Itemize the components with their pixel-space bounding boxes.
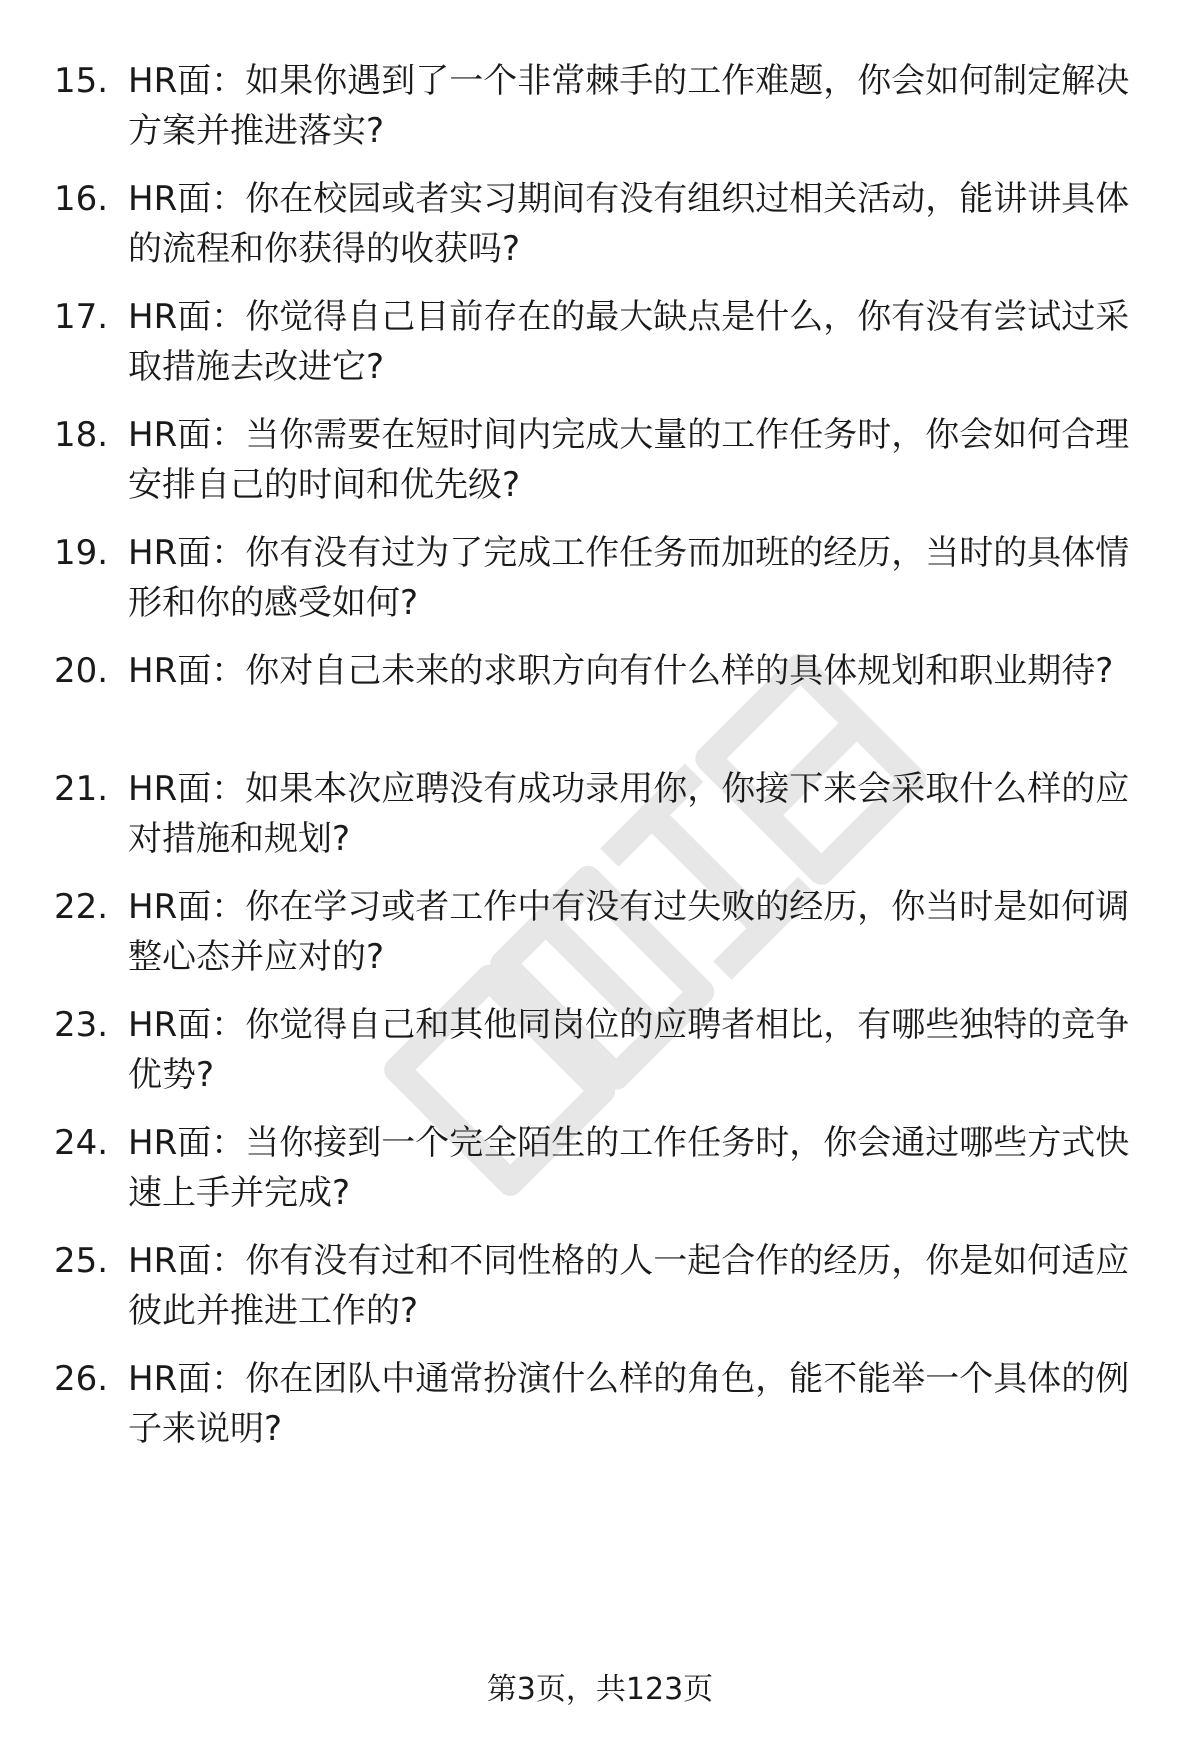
- item-number: 16.: [54, 179, 109, 219]
- item-text: HR面：如果本次应聘没有成功录用你，你接下来会采取什么样的应对措施和规划?: [128, 769, 1130, 859]
- item-number: 26.: [54, 1359, 109, 1399]
- list-item: [0, 1236, 1200, 1346]
- item-text: HR面：你觉得自己目前存在的最大缺点是什么，你有没有尝试过采取措施去改进它?: [128, 297, 1130, 387]
- item-number: 21.: [54, 769, 109, 809]
- item-text: HR面：你在学习或者工作中有没有过失败的经历，你当时是如何调整心态并应对的?: [128, 887, 1130, 977]
- list-item: [0, 1118, 1200, 1228]
- list-item: [0, 56, 1200, 166]
- list-item: [0, 1354, 1200, 1464]
- item-number: 23.: [54, 1005, 109, 1045]
- item-number: 25.: [54, 1241, 109, 1281]
- item-text: HR面：你觉得自己和其他同岗位的应聘者相比，有哪些独特的竞争优势?: [128, 1005, 1130, 1095]
- list-item: [0, 882, 1200, 992]
- item-number: 17.: [54, 297, 109, 337]
- list-item: [0, 174, 1200, 284]
- list-item: [0, 410, 1200, 520]
- item-text: HR面：如果你遇到了一个非常棘手的工作难题，你会如何制定解决方案并推进落实?: [128, 61, 1130, 151]
- item-text: HR面：你在团队中通常扮演什么样的角色，能不能举一个具体的例子来说明?: [128, 1359, 1130, 1449]
- item-number: 15.: [54, 61, 109, 101]
- item-text: HR面：你有没有过和不同性格的人一起合作的经历，你是如何适应彼此并推进工作的?: [128, 1241, 1130, 1331]
- item-text: HR面：当你接到一个完全陌生的工作任务时，你会通过哪些方式快速上手并完成?: [128, 1123, 1130, 1213]
- item-number: 22.: [54, 887, 109, 927]
- item-number: 19.: [54, 533, 109, 573]
- item-number: 20.: [54, 651, 109, 691]
- list-item: [0, 292, 1200, 402]
- list-item: [0, 1000, 1200, 1110]
- item-number: 18.: [54, 415, 109, 455]
- item-text: HR面：你对自己未来的求职方向有什么样的具体规划和职业期待?: [128, 651, 1114, 691]
- item-text: HR面：你在校园或者实习期间有没有组织过相关活动，能讲讲具体的流程和你获得的收获吗?: [128, 179, 1130, 269]
- list-item: [0, 528, 1200, 638]
- item-text: HR面：你有没有过为了完成工作任务而加班的经历，当时的具体情形和你的感受如何?: [128, 533, 1130, 623]
- item-text: HR面：当你需要在短时间内完成大量的工作任务时，你会如何合理安排自己的时间和优先级?: [128, 415, 1130, 505]
- item-number: 24.: [54, 1123, 109, 1163]
- list-item: [0, 646, 1200, 756]
- page-footer: 第3页，共123页: [486, 1672, 714, 1707]
- list-item: [0, 764, 1200, 874]
